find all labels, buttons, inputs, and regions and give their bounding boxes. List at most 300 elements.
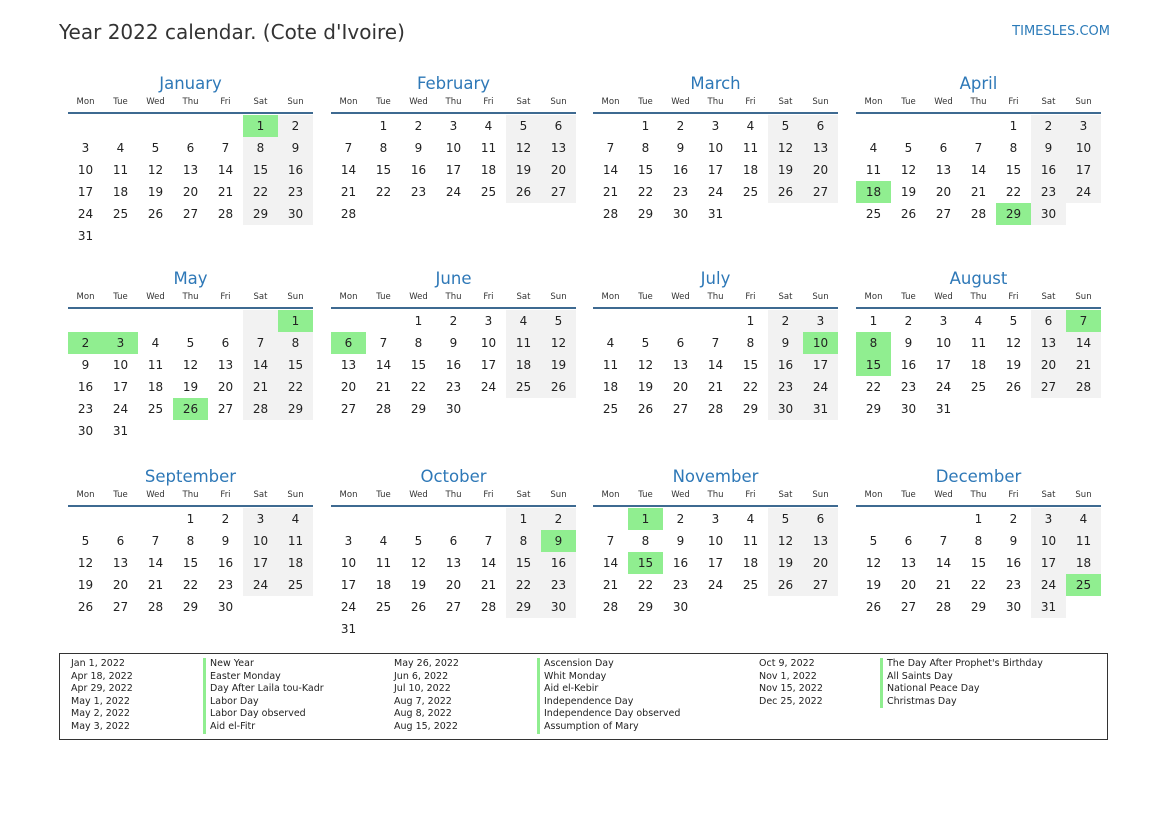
weekday-label: Tue: [113, 97, 128, 107]
day-cell: 13: [803, 530, 838, 552]
legend-names: [537, 658, 680, 734]
day-cell: 14: [1066, 332, 1101, 354]
day-cell: 5: [541, 310, 576, 332]
day-cell: 16: [768, 354, 803, 376]
day-cell: 15: [970, 556, 987, 570]
weekday-label: Fri: [220, 490, 231, 500]
day-cell: 8: [974, 534, 983, 548]
weekday-header: [856, 96, 1101, 112]
holiday-name: Independence Day: [537, 696, 680, 709]
day-cell: 25: [278, 574, 313, 596]
holiday-date: Aug 7, 2022: [394, 695, 452, 707]
day-cell: 1: [746, 314, 755, 328]
weekday-label: Wed: [146, 292, 165, 302]
empty-cell: [68, 508, 103, 530]
day-cell: 27: [112, 600, 129, 614]
day-cell: 13: [445, 556, 462, 570]
day-cell: 11: [506, 332, 541, 354]
empty-cell: [68, 310, 103, 332]
weekday-label: Thu: [970, 97, 987, 107]
day-grid: [68, 114, 313, 247]
day-cell: 18: [742, 556, 759, 570]
empty-cell: [331, 310, 366, 332]
weekday-label: Tue: [638, 490, 653, 500]
holiday-name: Whit Monday: [537, 671, 680, 684]
day-cell: 17: [243, 552, 278, 574]
day-cell: 27: [935, 207, 952, 221]
weekday-label: Wed: [409, 292, 428, 302]
day-cell: 13: [217, 358, 234, 372]
day-cell: 7: [974, 141, 983, 155]
day-cell: 21: [707, 380, 724, 394]
day-cell: 13: [935, 163, 952, 177]
empty-cell: [856, 115, 891, 137]
weekday-label: Thu: [182, 292, 199, 302]
day-cell: 24: [935, 380, 952, 394]
day-cell: 8: [414, 336, 423, 350]
day-cell: 9: [904, 336, 913, 350]
day-cell: 27: [182, 207, 199, 221]
day-cell: 2: [449, 314, 458, 328]
day-cell: 17: [445, 163, 462, 177]
empty-cell: [401, 508, 436, 530]
empty-cell: [68, 115, 103, 137]
weekday-label: Mon: [864, 97, 883, 107]
day-cell: 6: [803, 115, 838, 137]
weekday-label: Fri: [745, 97, 756, 107]
day-cell: 5: [869, 534, 878, 548]
day-cell: 28: [970, 207, 987, 221]
weekday-label: Mon: [601, 292, 620, 302]
day-cell: 22: [637, 578, 654, 592]
day-cell: 13: [672, 358, 689, 372]
weekday-label: Tue: [376, 292, 391, 302]
day-cell: 14: [340, 163, 357, 177]
holiday-name: National Peace Day: [880, 683, 1043, 696]
weekday-label: Sun: [812, 292, 829, 302]
day-cell: 1: [869, 314, 878, 328]
day-cell: 6: [1031, 310, 1066, 332]
day-grid: [593, 114, 838, 225]
day-cell: 12: [77, 556, 94, 570]
day-cell: 8: [278, 332, 313, 354]
day-cell: 13: [900, 556, 917, 570]
day-cell: 6: [186, 141, 195, 155]
day-cell: 1: [641, 119, 650, 133]
day-cell: 16: [900, 358, 917, 372]
day-cell: 23: [445, 380, 462, 394]
day-cell: 29: [278, 398, 313, 420]
day-grid: [593, 507, 838, 618]
day-cell: 2: [278, 115, 313, 137]
weekday-label: Fri: [1008, 490, 1019, 500]
day-cell: 24: [77, 207, 94, 221]
holiday-name: Christmas Day: [880, 696, 1043, 709]
day-cell: 15: [278, 354, 313, 376]
month-april: [856, 73, 1101, 225]
holiday-cell: 2: [68, 332, 103, 354]
day-cell: 29: [243, 203, 278, 225]
holiday-legend: [59, 653, 1108, 740]
day-cell: 30: [445, 402, 462, 416]
day-cell: 5: [151, 141, 160, 155]
day-cell: 31: [77, 229, 94, 243]
weekday-label: Tue: [901, 292, 916, 302]
day-cell: 3: [81, 141, 90, 155]
weekday-label: Sun: [287, 490, 304, 500]
day-cell: 7: [344, 141, 353, 155]
day-cell: 6: [676, 336, 685, 350]
weekday-label: Sun: [287, 292, 304, 302]
day-grid: [593, 309, 838, 420]
day-cell: 27: [1031, 376, 1066, 398]
day-cell: 6: [116, 534, 125, 548]
day-cell: 21: [375, 380, 392, 394]
month-name: October: [420, 467, 487, 486]
day-cell: 16: [445, 358, 462, 372]
day-cell: 30: [672, 600, 689, 614]
day-cell: 27: [803, 574, 838, 596]
day-cell: 19: [541, 354, 576, 376]
day-cell: 15: [410, 358, 427, 372]
empty-cell: [593, 310, 628, 332]
day-cell: 4: [869, 141, 878, 155]
empty-cell: [891, 508, 926, 530]
month-name: May: [173, 269, 208, 288]
day-cell: 14: [602, 556, 619, 570]
weekday-label: Wed: [409, 490, 428, 500]
day-cell: 21: [602, 578, 619, 592]
weekday-label: Sun: [1075, 97, 1092, 107]
day-cell: 6: [904, 534, 913, 548]
weekday-label: Thu: [707, 97, 724, 107]
day-cell: 13: [340, 358, 357, 372]
day-cell: 22: [410, 380, 427, 394]
day-cell: 26: [410, 600, 427, 614]
day-cell: 27: [900, 600, 917, 614]
day-cell: 22: [182, 578, 199, 592]
weekday-header: [593, 291, 838, 307]
day-cell: 31: [935, 402, 952, 416]
day-cell: 23: [541, 574, 576, 596]
day-cell: 23: [217, 578, 234, 592]
day-cell: 28: [1066, 376, 1101, 398]
day-cell: 20: [340, 380, 357, 394]
empty-cell: [331, 115, 366, 137]
day-cell: 29: [506, 596, 541, 618]
day-cell: 24: [707, 185, 724, 199]
weekday-label: Mon: [864, 292, 883, 302]
day-cell: 19: [637, 380, 654, 394]
legend-dates: [759, 658, 823, 708]
weekday-label: Thu: [707, 292, 724, 302]
holiday-date: Aug 15, 2022: [394, 720, 458, 732]
day-cell: 5: [1009, 314, 1018, 328]
day-cell: 12: [182, 358, 199, 372]
holiday-cell: 3: [103, 332, 138, 354]
holiday-date: May 2, 2022: [71, 708, 130, 720]
day-grid: [331, 114, 576, 225]
weekday-label: Tue: [113, 490, 128, 500]
day-cell: 1: [974, 512, 983, 526]
day-cell: 22: [506, 574, 541, 596]
day-cell: 15: [182, 556, 199, 570]
weekday-label: Thu: [970, 292, 987, 302]
day-cell: 12: [541, 332, 576, 354]
holiday-cell: 1: [628, 508, 663, 530]
day-cell: 4: [746, 512, 755, 526]
day-cell: 24: [1031, 574, 1066, 596]
day-cell: 28: [707, 402, 724, 416]
weekday-label: Sun: [550, 292, 567, 302]
day-cell: 8: [243, 137, 278, 159]
weekday-label: Thu: [970, 490, 987, 500]
day-cell: 19: [768, 552, 803, 574]
day-cell: 19: [182, 380, 199, 394]
empty-cell: [103, 310, 138, 332]
holiday-name: All Saints Day: [880, 671, 1043, 684]
day-cell: 25: [865, 207, 882, 221]
day-cell: 20: [672, 380, 689, 394]
day-cell: 6: [803, 508, 838, 530]
weekday-label: Wed: [409, 97, 428, 107]
weekday-label: Wed: [146, 97, 165, 107]
day-cell: 8: [641, 534, 650, 548]
day-cell: 10: [480, 336, 497, 350]
day-cell: 11: [865, 163, 882, 177]
day-cell: 27: [217, 402, 234, 416]
day-cell: 24: [803, 376, 838, 398]
day-cell: 18: [375, 578, 392, 592]
weekday-label: Thu: [445, 97, 462, 107]
site-link[interactable]: TIMESLES.COM: [1012, 24, 1110, 39]
day-cell: 19: [410, 578, 427, 592]
day-cell: 3: [1066, 115, 1101, 137]
day-cell: 17: [1066, 159, 1101, 181]
day-cell: 26: [865, 600, 882, 614]
day-cell: 28: [602, 207, 619, 221]
day-cell: 20: [112, 578, 129, 592]
day-cell: 11: [1066, 530, 1101, 552]
day-cell: 8: [379, 141, 388, 155]
day-cell: 12: [900, 163, 917, 177]
day-cell: 18: [506, 354, 541, 376]
weekday-label: Fri: [1008, 292, 1019, 302]
day-cell: 30: [278, 203, 313, 225]
holiday-cell: 9: [541, 530, 576, 552]
day-cell: 18: [278, 552, 313, 574]
empty-cell: [243, 310, 278, 332]
day-cell: 15: [637, 163, 654, 177]
day-cell: 26: [637, 402, 654, 416]
day-cell: 23: [77, 402, 94, 416]
day-cell: 12: [768, 137, 803, 159]
weekday-label: Thu: [445, 292, 462, 302]
holiday-name: Aid el-Kebir: [537, 683, 680, 696]
weekday-header: [331, 291, 576, 307]
empty-cell: [593, 115, 628, 137]
weekday-header: [68, 489, 313, 505]
day-cell: 26: [147, 207, 164, 221]
day-cell: 28: [935, 600, 952, 614]
weekday-label: Fri: [745, 292, 756, 302]
weekday-label: Sun: [1075, 490, 1092, 500]
day-cell: 11: [147, 358, 164, 372]
month-name: December: [935, 467, 1022, 486]
day-cell: 5: [904, 141, 913, 155]
day-cell: 9: [81, 358, 90, 372]
day-cell: 27: [672, 402, 689, 416]
day-cell: 23: [672, 578, 689, 592]
weekday-label: Tue: [376, 97, 391, 107]
day-cell: 15: [243, 159, 278, 181]
holiday-cell: 1: [278, 310, 313, 332]
day-cell: 8: [746, 336, 755, 350]
empty-cell: [471, 508, 506, 530]
holiday-date: Dec 25, 2022: [759, 695, 823, 707]
weekday-label: Fri: [220, 292, 231, 302]
day-cell: 6: [541, 115, 576, 137]
day-cell: 7: [379, 336, 388, 350]
holiday-name: Independence Day observed: [537, 708, 680, 721]
day-cell: 23: [1005, 578, 1022, 592]
month-july: [593, 268, 838, 420]
weekday-label: Mon: [339, 97, 358, 107]
day-cell: 10: [243, 530, 278, 552]
day-cell: 16: [77, 380, 94, 394]
weekday-label: Wed: [671, 292, 690, 302]
day-cell: 16: [278, 159, 313, 181]
legend-names: [880, 658, 1043, 708]
day-cell: 14: [480, 556, 497, 570]
day-cell: 20: [445, 578, 462, 592]
day-cell: 18: [147, 380, 164, 394]
month-name: March: [690, 74, 741, 93]
day-cell: 18: [742, 163, 759, 177]
day-cell: 25: [970, 380, 987, 394]
weekday-label: Mon: [864, 490, 883, 500]
day-cell: 24: [707, 578, 724, 592]
day-cell: 5: [81, 534, 90, 548]
legend-dates: [71, 658, 133, 734]
weekday-label: Wed: [146, 490, 165, 500]
empty-cell: [628, 310, 663, 332]
day-cell: 19: [865, 578, 882, 592]
day-cell: 31: [340, 622, 357, 636]
day-cell: 19: [147, 185, 164, 199]
day-cell: 4: [116, 141, 125, 155]
day-cell: 30: [1031, 203, 1066, 225]
day-cell: 10: [1031, 530, 1066, 552]
empty-cell: [138, 310, 173, 332]
holiday-name: Ascension Day: [537, 658, 680, 671]
weekday-label: Sun: [550, 490, 567, 500]
day-cell: 16: [217, 556, 234, 570]
holiday-date: Jul 10, 2022: [394, 683, 451, 695]
day-grid: [68, 309, 313, 442]
day-cell: 13: [803, 137, 838, 159]
weekday-label: Fri: [483, 97, 494, 107]
day-cell: 9: [221, 534, 230, 548]
weekday-label: Tue: [901, 97, 916, 107]
weekday-label: Thu: [445, 490, 462, 500]
day-cell: 21: [970, 185, 987, 199]
empty-cell: [663, 310, 698, 332]
weekday-label: Sat: [516, 292, 531, 302]
day-cell: 23: [768, 376, 803, 398]
page-title: Year 2022 calendar. (Cote d'Ivoire): [59, 20, 405, 44]
day-cell: 12: [768, 530, 803, 552]
holiday-cell: 26: [173, 398, 208, 420]
month-february: [331, 73, 576, 225]
weekday-label: Thu: [182, 490, 199, 500]
day-cell: 12: [506, 137, 541, 159]
day-cell: 28: [375, 402, 392, 416]
weekday-header: [68, 291, 313, 307]
month-name: August: [949, 269, 1008, 288]
day-cell: 19: [1005, 358, 1022, 372]
day-cell: 9: [676, 141, 685, 155]
day-cell: 18: [970, 358, 987, 372]
day-cell: 18: [1066, 552, 1101, 574]
weekday-label: Sat: [778, 97, 793, 107]
day-cell: 19: [900, 185, 917, 199]
day-cell: 5: [506, 115, 541, 137]
day-cell: 25: [506, 376, 541, 398]
day-cell: 14: [970, 163, 987, 177]
weekday-label: Wed: [934, 97, 953, 107]
empty-cell: [926, 115, 961, 137]
day-cell: 7: [939, 534, 948, 548]
day-cell: 28: [340, 207, 357, 221]
empty-cell: [208, 310, 243, 332]
day-cell: 13: [112, 556, 129, 570]
month-name: September: [144, 467, 237, 486]
day-grid: [68, 507, 313, 618]
day-cell: 19: [768, 159, 803, 181]
day-cell: 2: [904, 314, 913, 328]
day-cell: 25: [742, 185, 759, 199]
day-cell: 6: [221, 336, 230, 350]
holiday-date: Apr 18, 2022: [71, 670, 133, 682]
day-cell: 15: [506, 552, 541, 574]
day-cell: 2: [221, 512, 230, 526]
day-cell: 6: [449, 534, 458, 548]
day-cell: 20: [541, 159, 576, 181]
day-cell: 4: [506, 310, 541, 332]
day-cell: 28: [147, 600, 164, 614]
weekday-label: Sun: [812, 490, 829, 500]
day-cell: 9: [278, 137, 313, 159]
day-cell: 25: [147, 402, 164, 416]
weekday-label: Thu: [707, 490, 724, 500]
day-cell: 17: [1031, 552, 1066, 574]
day-cell: 9: [414, 141, 423, 155]
day-cell: 16: [541, 552, 576, 574]
day-cell: 4: [974, 314, 983, 328]
weekday-label: Mon: [339, 292, 358, 302]
holiday-cell: 1: [243, 115, 278, 137]
weekday-label: Wed: [934, 490, 953, 500]
day-cell: 5: [768, 508, 803, 530]
holiday-date: Oct 9, 2022: [759, 658, 815, 669]
empty-cell: [961, 115, 996, 137]
day-cell: 26: [900, 207, 917, 221]
day-cell: 10: [707, 534, 724, 548]
holiday-name: Day After Laila tou-Kadr: [203, 683, 324, 696]
day-cell: 4: [606, 336, 615, 350]
day-cell: 25: [375, 600, 392, 614]
